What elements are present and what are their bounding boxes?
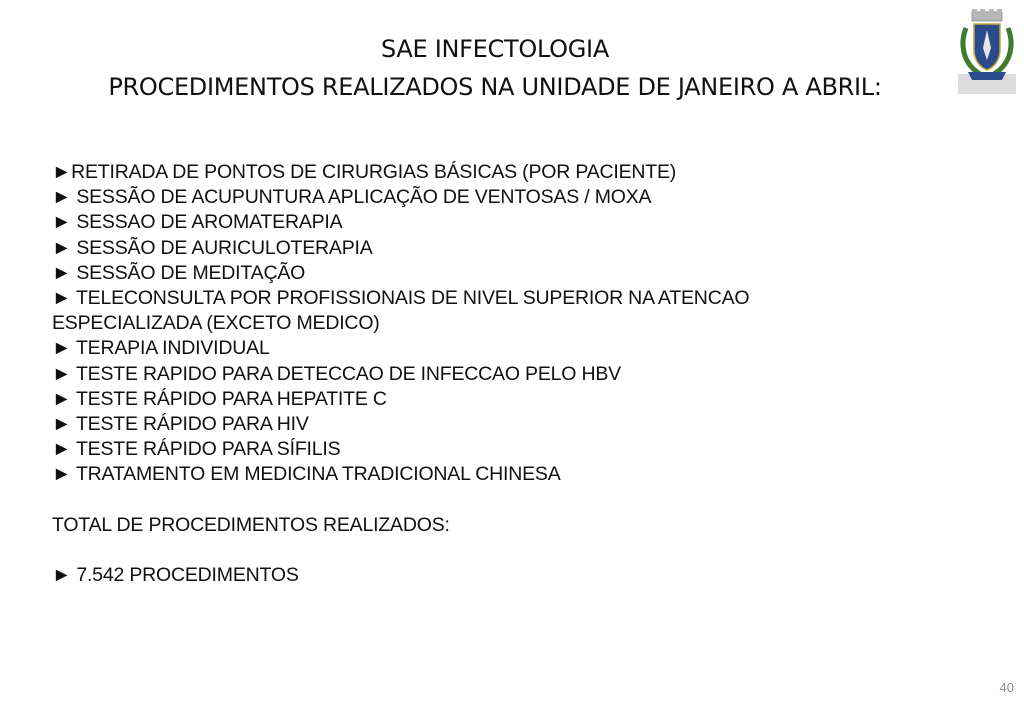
list-item: ► TESTE RÁPIDO PARA HEPATITE C: [52, 387, 387, 410]
coat-of-arms-icon: [958, 8, 1016, 94]
list-item: ► TESTE RÁPIDO PARA HIV: [52, 413, 309, 436]
list-item: ► TESTE RÁPIDO PARA SÍFILIS: [52, 438, 341, 461]
list-item: ► SESSÃO DE AURICULOTERAPIA: [52, 236, 373, 259]
list-item: ►RETIRADA DE PONTOS DE CIRURGIAS BÁSICAS (POR PACIENTE): [52, 161, 677, 183]
page-number: 40: [999, 680, 1014, 695]
list-item: ► TRATAMENTO EM MEDICINA TRADICIONAL CHINESA: [52, 463, 561, 486]
title-line-2: PROCEDIMENTOS REALIZADOS NA UNIDADE DE JANEIRO A ABRIL:: [108, 73, 882, 101]
total-label: TOTAL DE PROCEDIMENTOS REALIZADOS:: [52, 513, 450, 536]
total-value: ► 7.542 PROCEDIMENTOS: [52, 564, 299, 587]
list-item: ► SESSÃO DE MEDITAÇÃO: [52, 261, 306, 284]
list-item: ► SESSÃO DE ACUPUNTURA APLICAÇÃO DE VENTOSAS / MOXA: [52, 186, 652, 209]
list-item: ► SESSAO DE AROMATERAPIA: [52, 211, 343, 234]
slide-title: [0, 30, 990, 106]
title-line-1: SAE INFECTOLOGIA: [381, 35, 609, 63]
list-item: ► TERAPIA INDIVIDUAL: [52, 337, 270, 360]
procedures-list: [52, 160, 842, 588]
list-item: ► TESTE RAPIDO PARA DETECCAO DE INFECCAO PELO HBV: [52, 362, 621, 385]
list-item: ► TELECONSULTA POR PROFISSIONAIS DE NIVEL SUPERIOR NA ATENCAO ESPECIALIZADA (EXCETO MEDICO): [52, 287, 750, 335]
